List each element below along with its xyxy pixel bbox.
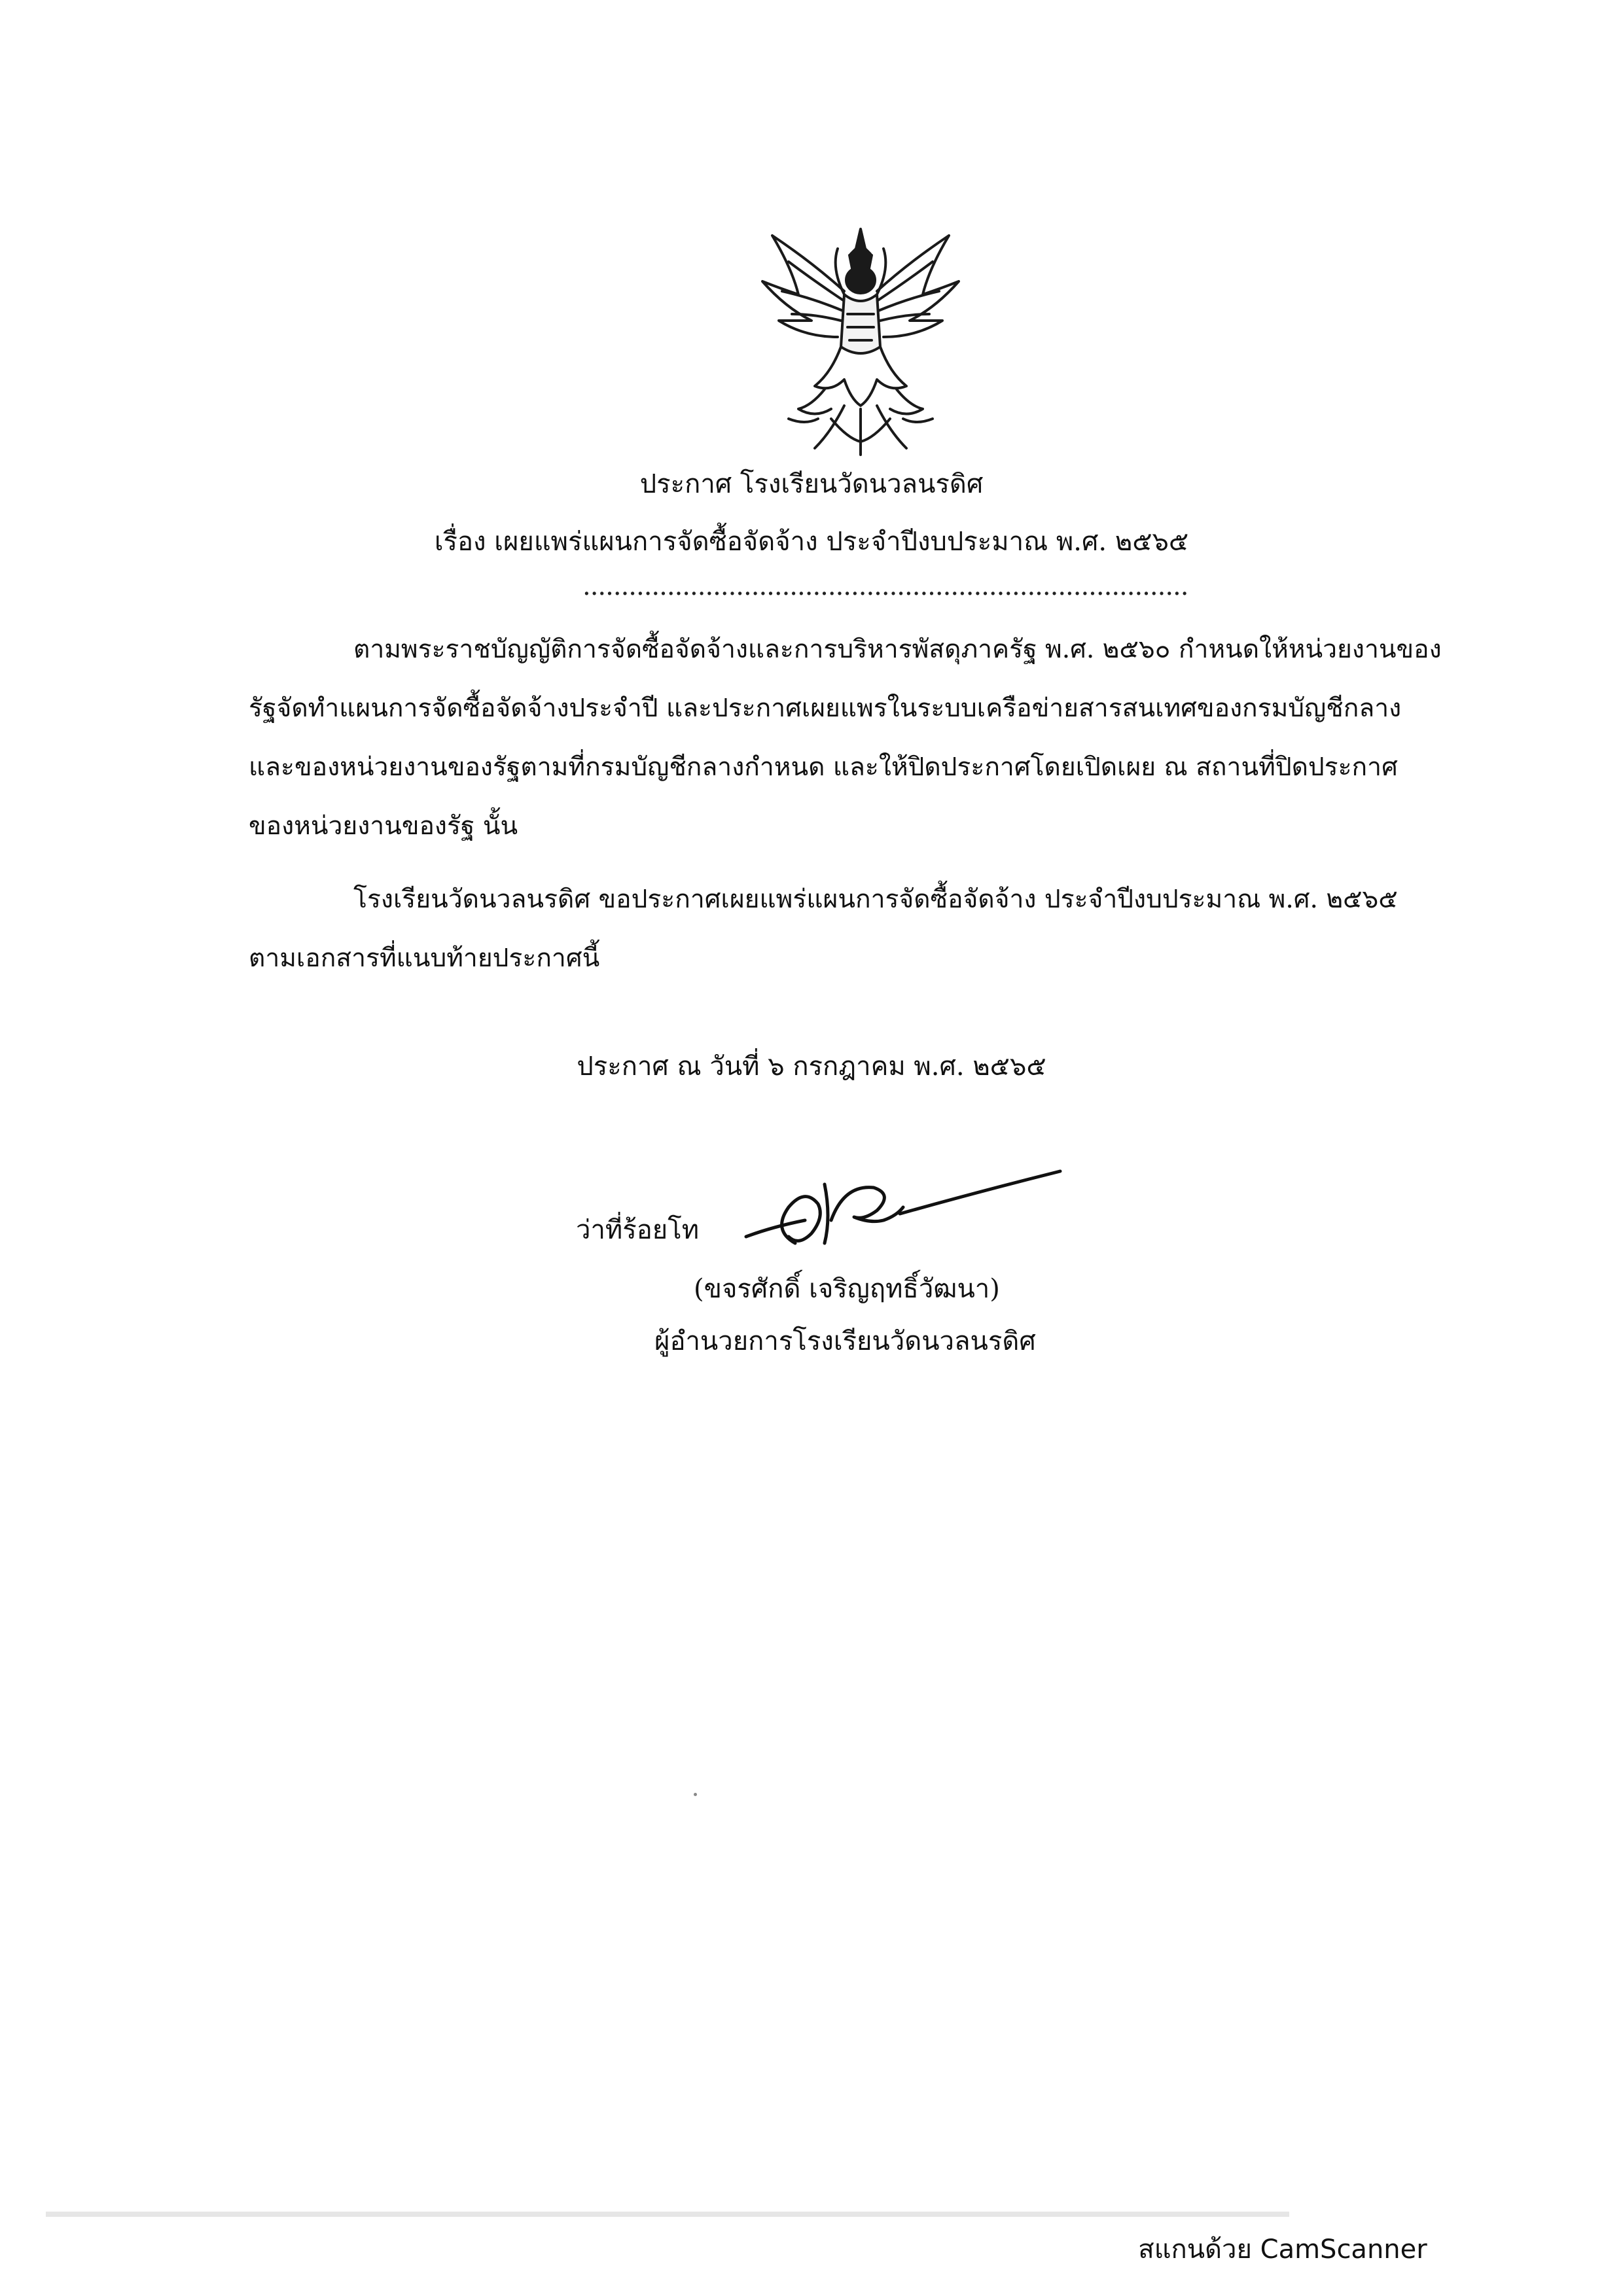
- announcement-title: ประกาศ โรงเรียนวัดนวลนรดิศ: [639, 469, 984, 499]
- paragraph-line: โรงเรียนวัดนวลนรดิศ ขอประกาศเผยแพร่แผนการจัดซื้อจัดจ้าง ประจำปีงบประมาณ พ.ศ. ๒๕๖๕: [353, 885, 1398, 914]
- paragraph-line: ของหน่วยงานของรัฐ นั้น: [249, 811, 518, 841]
- body-paragraph-2: [249, 870, 1446, 988]
- scanner-watermark: สแกนด้วย CamScanner: [1138, 2234, 1427, 2265]
- signer-name: (ขจรศักดิ์ เจริญฤทธิ์วัฒนา): [694, 1274, 1000, 1304]
- garuda-emblem-icon: [753, 222, 969, 461]
- scan-edge-shadow: [46, 2212, 1289, 2217]
- signer-position: ผู้อำนวยการโรงเรียนวัดนวลนรดิศ: [654, 1326, 1036, 1356]
- announcement-date: ประกาศ ณ วันที่ ๖ กรกฎาคม พ.ศ. ๒๕๖๕: [577, 1051, 1046, 1082]
- announcement-subject: เรื่อง เผยแพร่แผนการจัดซื้อจัดจ้าง ประจำปีงบประมาณ พ.ศ. ๒๕๖๕: [434, 527, 1189, 557]
- body-paragraph-1: [249, 620, 1446, 856]
- paragraph-line: ตามพระราชบัญญัติการจัดซื้อจัดจ้างและการบริหารพัสดุภาครัฐ พ.ศ. ๒๕๖๐ กำหนดให้หน่วยงานของ: [353, 635, 1442, 664]
- dotted-divider: ...............................................................................: [582, 571, 1188, 601]
- handwritten-signature: [733, 1158, 1073, 1256]
- paragraph-line: รัฐจัดทำแผนการจัดซื้อจัดจ้างประจำปี และประกาศเผยแพรในระบบเครือข่ายสารสนเทศของกรมบัญชีกลาง: [249, 694, 1402, 723]
- paragraph-line: ตามเอกสารที่แนบท้ายประกาศนี้: [249, 944, 600, 973]
- scan-speck: [694, 1793, 697, 1796]
- paragraph-line: และของหน่วยงานของรัฐตามที่กรมบัญชีกลางกำหนด และให้ปิดประกาศโดยเปิดเผย ณ สถานที่ปิดประกาศ: [249, 752, 1398, 782]
- signer-rank: ว่าที่ร้อยโท: [576, 1215, 700, 1245]
